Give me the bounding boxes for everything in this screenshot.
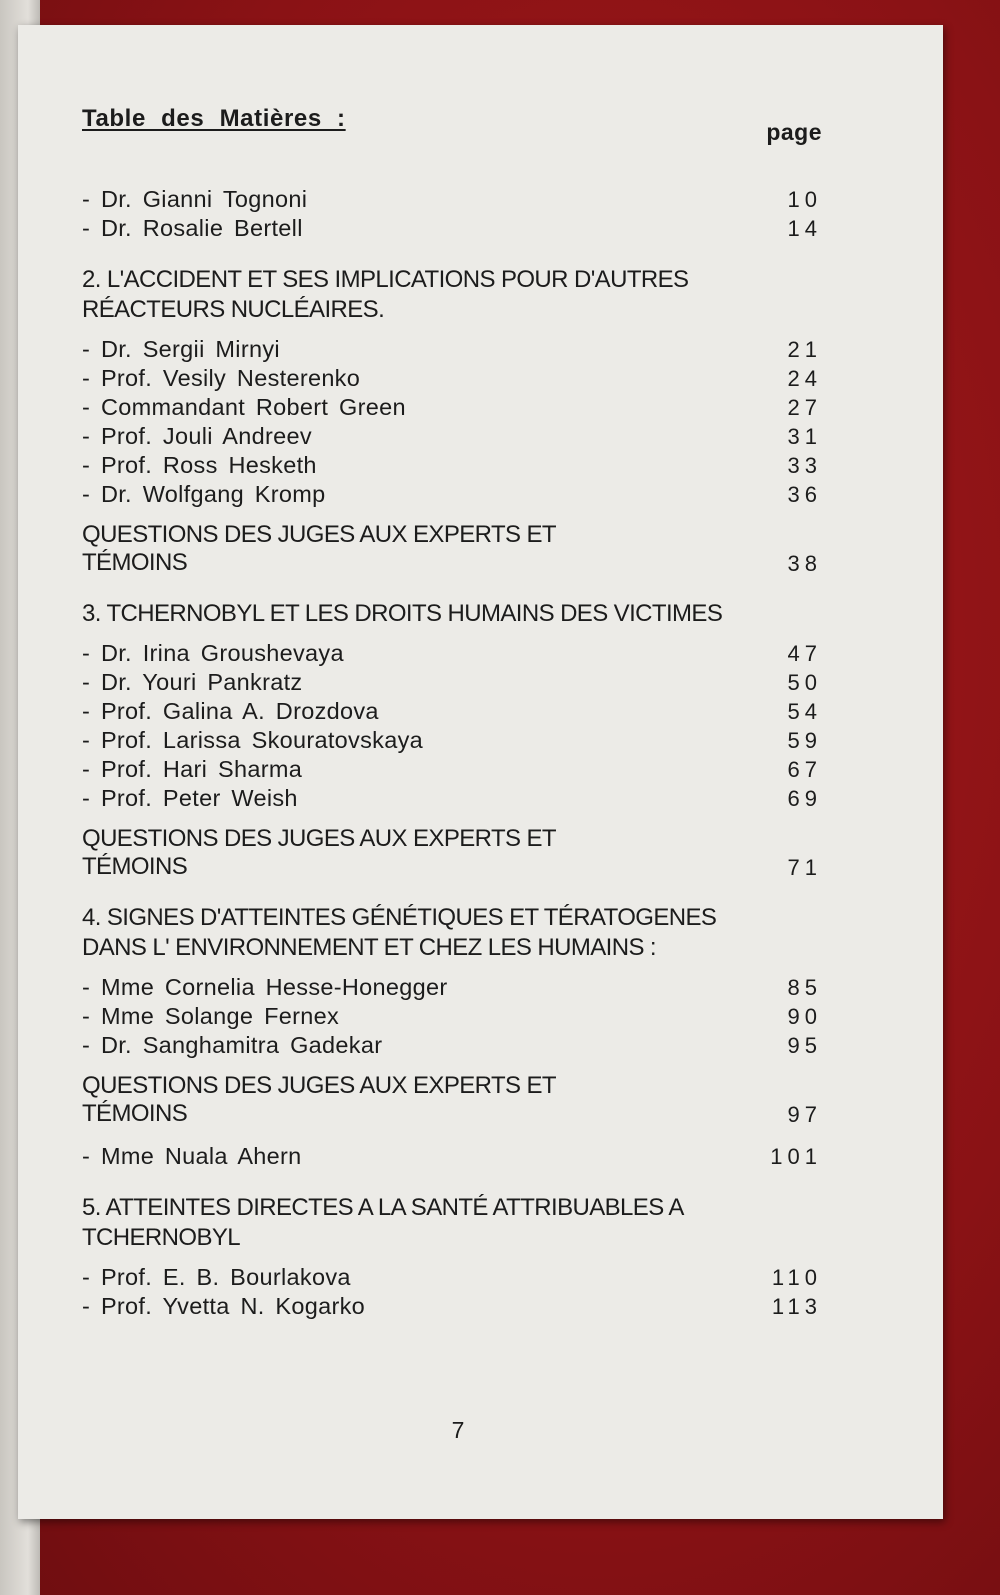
entry-name: - Prof. Yvetta N. Kogarko	[82, 1293, 365, 1319]
entry-page: 33	[787, 453, 822, 478]
toc-section-2	[82, 265, 822, 577]
entry-name: - Mme Cornelia Hesse-Honegger	[82, 974, 448, 1000]
book-page	[18, 25, 943, 1519]
entry-name: - Prof. Peter Weish	[82, 785, 298, 811]
entry-name: - Prof. Vesily Nesterenko	[82, 365, 361, 391]
entry-page: 71	[787, 855, 822, 880]
toc-entry	[82, 668, 822, 697]
toc-title: Table des Matières :	[82, 105, 346, 132]
entry-page: 47	[787, 641, 822, 666]
entry-name: - Dr. Sergii Mirnyi	[82, 336, 280, 362]
questions-label: QUESTIONS DES JUGES AUX EXPERTS ET TÉMOINS	[82, 1072, 556, 1127]
toc-section-3	[82, 599, 822, 881]
entry-name: - Prof. Galina A. Drozdova	[82, 698, 379, 724]
entry-name: - Prof. Hari Sharma	[82, 756, 303, 782]
toc-header	[82, 105, 822, 145]
toc-entry	[82, 393, 822, 422]
entry-page: 113	[771, 1294, 822, 1319]
toc-section-4	[82, 903, 822, 1171]
toc-entry	[82, 1002, 822, 1031]
entry-page: 24	[787, 366, 822, 391]
entry-name: - Prof. Larissa Skouratovskaya	[82, 727, 423, 753]
entry-page: 50	[787, 670, 822, 695]
entry-page: 110	[771, 1265, 822, 1290]
toc-entry	[82, 697, 822, 726]
toc-entry	[82, 726, 822, 755]
entry-page: 97	[787, 1102, 822, 1127]
questions-entry	[82, 1072, 822, 1128]
entry-page: 31	[787, 424, 822, 449]
toc-entry	[82, 185, 822, 214]
section-title: 2. L'ACCIDENT ET SES IMPLICATIONS POUR D'AUTRES RÉACTEURS NUCLÉAIRES.	[82, 266, 689, 323]
entry-name: - Prof. Jouli Andreev	[82, 423, 312, 449]
page-column-label: page	[766, 119, 822, 145]
entry-page: 54	[787, 699, 822, 724]
entry-page: 14	[787, 216, 822, 241]
toc-entry	[82, 1292, 822, 1321]
entry-page: 85	[787, 975, 822, 1000]
entry-name: - Dr. Rosalie Bertell	[82, 215, 303, 241]
entry-page: 67	[787, 757, 822, 782]
entry-page: 101	[770, 1144, 822, 1169]
toc-entry	[82, 335, 822, 364]
questions-label: QUESTIONS DES JUGES AUX EXPERTS ET TÉMOINS	[82, 521, 556, 576]
toc-entry	[82, 364, 822, 393]
toc-entry	[82, 639, 822, 668]
entry-page: 90	[787, 1004, 822, 1029]
toc-entry	[82, 973, 822, 1002]
entry-page: 59	[787, 728, 822, 753]
entry-name: - Prof. E. B. Bourlakova	[82, 1264, 351, 1290]
toc-entry	[82, 422, 822, 451]
entry-page: 38	[787, 551, 822, 576]
entry-name: - Prof. Ross Hesketh	[82, 452, 317, 478]
toc-entry	[82, 214, 822, 243]
toc-entry	[82, 1142, 822, 1171]
entry-page: 36	[787, 482, 822, 507]
entry-page: 69	[787, 786, 822, 811]
toc-entry	[82, 784, 822, 813]
entry-page: 21	[787, 337, 822, 362]
section-title: 4. SIGNES D'ATTEINTES GÉNÉTIQUES ET TÉRATOGENES DANS L' ENVIRONNEMENT ET CHEZ LES HUMAINS :	[82, 904, 717, 961]
entry-page: 10	[787, 187, 822, 212]
questions-entry	[82, 521, 822, 577]
entry-name: - Dr. Youri Pankratz	[82, 669, 303, 695]
entry-name: - Mme Solange Fernex	[82, 1003, 340, 1029]
toc-entry	[82, 1263, 822, 1292]
table-of-contents	[82, 185, 822, 1343]
toc-entry	[82, 755, 822, 784]
toc-entry	[82, 1031, 822, 1060]
entry-name: - Mme Nuala Ahern	[82, 1143, 302, 1169]
entry-page: 27	[787, 395, 822, 420]
entry-name: - Dr. Gianni Tognoni	[82, 186, 308, 212]
section-title: 5. ATTEINTES DIRECTES A LA SANTÉ ATTRIBUABLES A TCHERNOBYL	[82, 1194, 683, 1251]
toc-entry	[82, 451, 822, 480]
entry-page: 95	[787, 1033, 822, 1058]
toc-entry	[82, 480, 822, 509]
questions-label: QUESTIONS DES JUGES AUX EXPERTS ET TÉMOINS	[82, 825, 556, 880]
questions-entry	[82, 825, 822, 881]
page-number: 7	[451, 1417, 465, 1443]
toc-intro-group	[82, 185, 822, 243]
toc-section-5	[82, 1193, 822, 1321]
entry-name: - Dr. Sanghamitra Gadekar	[82, 1032, 383, 1058]
entry-name: - Dr. Irina Groushevaya	[82, 640, 344, 666]
entry-name: - Commandant Robert Green	[82, 394, 406, 420]
section-title: 3. TCHERNOBYL ET LES DROITS HUMAINS DES VICTIMES	[82, 600, 723, 627]
entry-name: - Dr. Wolfgang Kromp	[82, 481, 326, 507]
